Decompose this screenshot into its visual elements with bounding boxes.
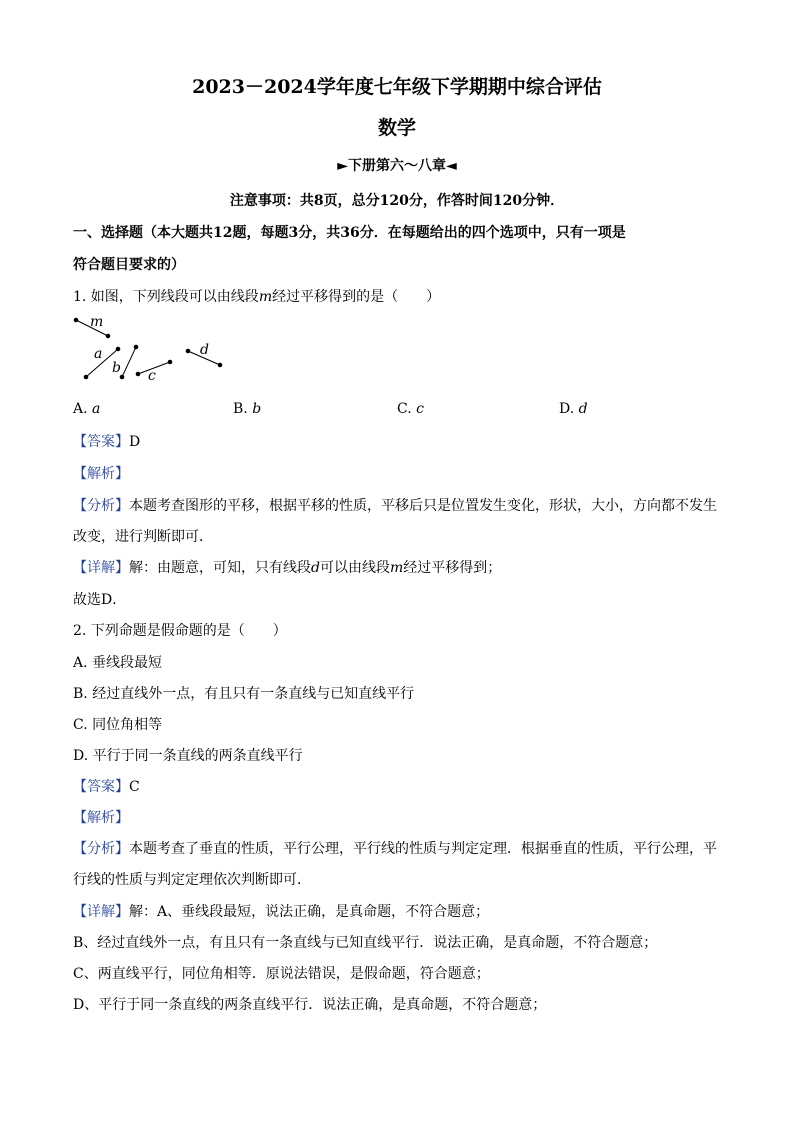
segment-a-endpoint xyxy=(84,375,88,379)
q1-stem-text-b: 经过平移得到的是（ ） xyxy=(272,289,441,305)
xiangjie-text: 解：由题意，可知，只有线段 xyxy=(129,560,311,576)
segment-b xyxy=(122,347,136,377)
segment-m-endpoint xyxy=(106,334,110,338)
answer-value: D xyxy=(129,434,141,450)
section-heading-line1: 一、选择题（本大题共12题，每题3分，共36分．在每题给出的四个选项中，只有一项是 xyxy=(73,225,626,241)
option-letter: D. xyxy=(559,401,575,417)
option-letter: B. xyxy=(233,401,248,417)
segment-d-endpoint xyxy=(218,363,222,367)
xiangjie-tag: 【详解】 xyxy=(73,904,129,920)
q1-stem-var: m xyxy=(258,289,273,305)
q1-option-c xyxy=(397,401,424,417)
section-heading-line2: 符合题目要求的） xyxy=(73,257,185,273)
xiangjie-text: 经过平移得到； xyxy=(403,560,502,576)
fenxi-tag: 【分析】 xyxy=(73,498,129,514)
q2-option-a: A. 垂线段最短 xyxy=(73,655,163,671)
q2-xiangjie-d: D、平行于同一条直线的两条直线平行．说法正确，是真命题，不符合题意； xyxy=(73,997,547,1013)
scope-line: ►下册第六～八章◄ xyxy=(337,158,457,174)
q1-stem xyxy=(73,286,440,306)
option-value: c xyxy=(416,401,424,417)
notice-line: 注意事项：共8页，总分120分，作答时间120分钟． xyxy=(229,193,565,209)
q2-answer xyxy=(73,776,140,796)
fenxi-tag: 【分析】 xyxy=(73,841,129,857)
q1-option-b xyxy=(233,401,261,417)
option-letter: C. xyxy=(397,401,412,417)
q2-analysis-tag: 【解析】 xyxy=(73,810,129,826)
segment-c-endpoint xyxy=(168,360,172,364)
q1-stem-text-a: 1. 如图，下列线段可以由线段 xyxy=(73,289,259,305)
label-d: d xyxy=(200,342,209,358)
xiangjie-tag: 【详解】 xyxy=(73,560,129,576)
q1-answer xyxy=(73,431,140,451)
segment-a-endpoint xyxy=(116,347,120,351)
segment-d-endpoint xyxy=(186,349,190,353)
q1-analysis-tag: 【解析】 xyxy=(73,466,129,482)
label-b: b xyxy=(112,360,121,376)
label-c: c xyxy=(148,368,156,384)
q1-option-d xyxy=(559,401,588,417)
q2-xiangjie-c: C、两直线平行，同位角相等．原说法错误，是假命题，符合题意； xyxy=(73,966,490,982)
xiangjie-var: d xyxy=(311,560,320,576)
option-value: b xyxy=(252,401,262,417)
q2-xiangjie-b: B、经过直线外一点，有且只有一条直线与已知直线平行．说法正确，是真命题，不符合题意； xyxy=(73,935,658,951)
q2-fenxi-line1 xyxy=(73,838,717,858)
q2-option-c: C. 同位角相等 xyxy=(73,717,163,733)
segment-c-endpoint xyxy=(136,372,140,376)
exam-title: 2023－2024学年度七年级下学期期中综合评估 xyxy=(192,76,602,98)
segment-b-endpoint xyxy=(134,345,138,349)
label-m: m xyxy=(90,314,104,330)
q1-segments-figure xyxy=(70,310,240,390)
option-value: d xyxy=(578,401,588,417)
q1-fenxi-line1 xyxy=(73,495,717,515)
q1-conclusion: 故选D． xyxy=(73,592,127,608)
q2-stem: 2. 下列命题是假命题的是（ ） xyxy=(73,623,287,639)
option-letter: A. xyxy=(73,401,88,417)
subject-title: 数学 xyxy=(377,117,416,139)
label-a: a xyxy=(94,346,103,362)
q1-xiangjie xyxy=(73,557,501,577)
xiangjie-text: 解：A、垂线段最短，说法正确，是真命题，不符合题意； xyxy=(129,904,490,920)
q2-option-d: D. 平行于同一条直线的两条直线平行 xyxy=(73,748,303,764)
q2-fenxi-line2: 行线的性质与判定定理依次判断即可． xyxy=(73,872,311,888)
option-value: a xyxy=(92,401,101,417)
answer-tag: 【答案】 xyxy=(73,434,129,450)
q2-xiangjie-line1 xyxy=(73,901,489,921)
q2-option-b: B. 经过直线外一点，有且只有一条直线与已知直线平行 xyxy=(73,686,415,702)
xiangjie-var: m xyxy=(389,560,404,576)
fenxi-text: 本题考查了垂直的性质，平行公理，平行线的性质与判定定理．根据垂直的性质，平行公理，平 xyxy=(129,841,717,857)
answer-tag: 【答案】 xyxy=(73,779,129,795)
q1-option-a xyxy=(73,401,100,417)
q1-fenxi-line2: 改变，进行判断即可． xyxy=(73,529,213,545)
segment-m-endpoint xyxy=(74,318,78,322)
answer-value: C xyxy=(129,779,140,795)
xiangjie-text: 可以由线段 xyxy=(319,560,390,576)
fenxi-text: 本题考查图形的平移，根据平移的性质，平移后只是位置发生变化，形状，大小，方向都不发生 xyxy=(129,498,717,514)
